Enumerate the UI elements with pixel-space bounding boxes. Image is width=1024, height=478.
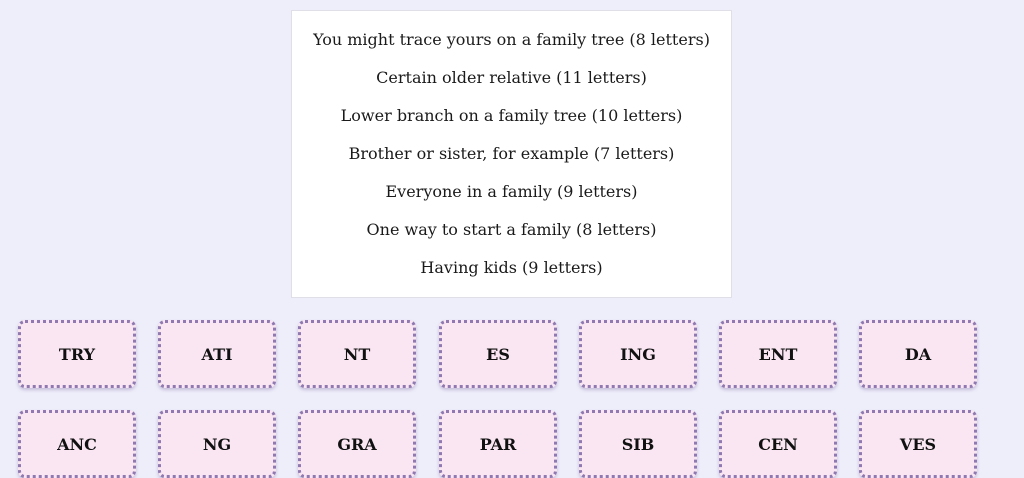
tile-ati[interactable]: ATI (158, 320, 276, 388)
clue-3: Lower branch on a family tree (10 letters) (340, 106, 683, 125)
tile-ent[interactable]: ENT (719, 320, 837, 388)
tile-try[interactable]: TRY (18, 320, 136, 388)
tile-ng[interactable]: NG (158, 410, 276, 478)
tile-da[interactable]: DA (859, 320, 977, 388)
tile-cen[interactable]: CEN (719, 410, 837, 478)
clue-1: You might trace yours on a family tree (8 letters) (313, 30, 710, 49)
tile-ing[interactable]: ING (579, 320, 697, 388)
tile-ves[interactable]: VES (859, 410, 977, 478)
tile-gra[interactable]: GRA (298, 410, 416, 478)
clue-6: One way to start a family (8 letters) (366, 220, 657, 239)
tile-sib[interactable]: SIB (579, 410, 697, 478)
tile-par[interactable]: PAR (439, 410, 557, 478)
tile-anc[interactable]: ANC (18, 410, 136, 478)
tile-es[interactable]: ES (439, 320, 557, 388)
clue-2: Certain older relative (11 letters) (376, 68, 647, 87)
tile-nt[interactable]: NT (298, 320, 416, 388)
clue-4: Brother or sister, for example (7 letters) (348, 144, 675, 163)
clue-7: Having kids (9 letters) (420, 258, 603, 277)
clue-5: Everyone in a family (9 letters) (385, 182, 638, 201)
